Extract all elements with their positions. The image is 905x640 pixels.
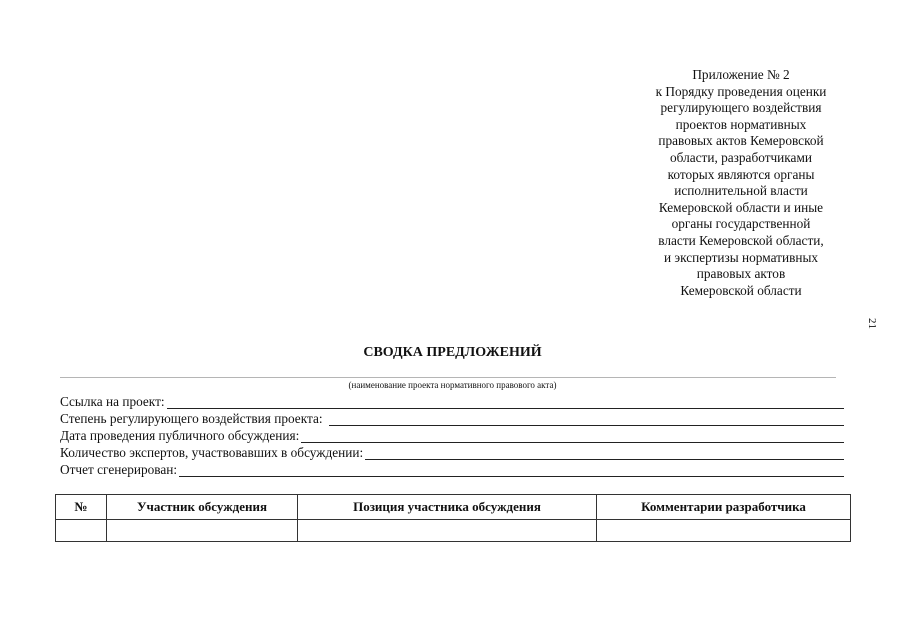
appendix-header bbox=[641, 67, 841, 299]
table-cell bbox=[298, 520, 597, 542]
field-underline bbox=[301, 430, 844, 443]
field-underline bbox=[179, 464, 844, 477]
appendix-line: проектов нормативных bbox=[675, 116, 807, 132]
field-underline bbox=[167, 396, 844, 409]
page-title: СВОДКА ПРЕДЛОЖЕНИЙ bbox=[363, 345, 542, 360]
appendix-line: Приложение № 2 bbox=[692, 67, 790, 82]
appendix-line: исполнительной власти bbox=[674, 183, 808, 199]
table-row bbox=[56, 520, 851, 542]
field-label: Ссылка на проект: bbox=[60, 394, 165, 409]
field-discussion-date bbox=[60, 428, 844, 443]
proposals-table bbox=[55, 494, 851, 542]
field-label: Степень регулирующего воздействия проекта: bbox=[60, 411, 323, 426]
field-label: Количество экспертов, участвовавших в обсуждении: bbox=[60, 445, 364, 460]
field-label: Отчет сгенерирован: bbox=[60, 462, 178, 477]
appendix-line: регулирующего воздействия bbox=[660, 100, 822, 116]
appendix-line: которых являются органы bbox=[667, 166, 815, 182]
appendix-line: и экспертизы нормативных bbox=[663, 249, 819, 265]
page-number: 21 bbox=[866, 318, 878, 329]
column-header-comments: Комментарии разработчика bbox=[597, 495, 851, 520]
column-header-participant: Участник обсуждения bbox=[107, 495, 298, 520]
appendix-line: органы государственной bbox=[671, 216, 811, 232]
table-header-row bbox=[56, 495, 851, 520]
field-label: Дата проведения публичного обсуждения: bbox=[60, 428, 300, 443]
appendix-line: власти Кемеровской области, bbox=[658, 232, 824, 248]
appendix-line: области, разработчиками bbox=[670, 149, 812, 165]
field-underline bbox=[329, 413, 844, 426]
column-header-position: Позиция участника обсуждения bbox=[298, 495, 597, 520]
field-expert-count bbox=[60, 445, 844, 460]
table-cell bbox=[597, 520, 851, 542]
appendix-line: Кемеровской области bbox=[680, 282, 802, 298]
field-report-generated bbox=[60, 462, 844, 477]
field-impact-degree bbox=[60, 411, 844, 426]
field-underline bbox=[365, 447, 844, 460]
appendix-line: правовых актов Кемеровской bbox=[658, 133, 824, 149]
table-cell bbox=[107, 520, 298, 542]
appendix-line: правовых актов bbox=[696, 266, 786, 282]
appendix-line: к Порядку проведения оценки bbox=[655, 83, 827, 99]
appendix-line: Кемеровской области и иные bbox=[658, 199, 824, 215]
project-name-line bbox=[60, 377, 836, 378]
field-project-link bbox=[60, 394, 844, 409]
table-cell bbox=[56, 520, 107, 542]
column-header-number: № bbox=[56, 495, 107, 520]
project-name-caption: (наименование проекта нормативного правового акта) bbox=[348, 380, 557, 390]
